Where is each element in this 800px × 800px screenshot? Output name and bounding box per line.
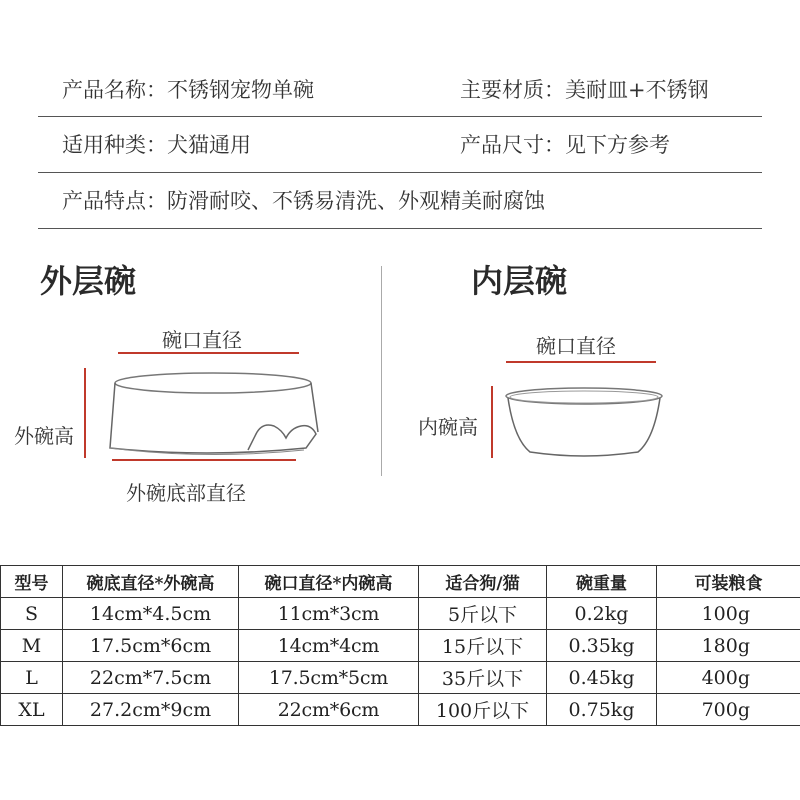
cell-pet-weight: 35斤以下: [419, 662, 547, 694]
cell-capacity: 180g: [657, 630, 800, 662]
inner-bowl-title: 内层碗: [471, 262, 568, 300]
cell-mouth-inner: 17.5cm*5cm: [239, 662, 419, 694]
inner-mouth-line: [506, 361, 656, 363]
header-base-outer: 碗底直径*外碗高: [63, 566, 239, 598]
cell-capacity: 400g: [657, 662, 800, 694]
outer-mouth-line: [118, 352, 299, 354]
cell-base-outer: 14cm*4.5cm: [63, 598, 239, 630]
cell-pet-weight: 5斤以下: [419, 598, 547, 630]
diagram-divider: [381, 266, 382, 476]
inner-height-label: 内碗高: [418, 415, 478, 439]
cell-bowl-weight: 0.35kg: [547, 630, 657, 662]
outer-base-diameter-label: 外碗底部直径: [126, 481, 246, 505]
cell-base-outer: 22cm*7.5cm: [63, 662, 239, 694]
cell-bowl-weight: 0.45kg: [547, 662, 657, 694]
cell-pet-weight: 15斤以下: [419, 630, 547, 662]
divider-rule: [38, 116, 762, 117]
spec-row-1: [62, 75, 760, 105]
cell-bowl-weight: 0.2kg: [547, 598, 657, 630]
outer-mouth-diameter-label: 碗口直径: [162, 328, 242, 352]
product-type: 适用种类：犬猫通用: [62, 133, 251, 157]
product-features: 产品特点：防滑耐咬、不锈易清洗、外观精美耐腐蚀: [62, 189, 545, 213]
inner-height-line: [491, 386, 493, 458]
product-name: 产品名称：不锈钢宠物单碗: [62, 78, 314, 102]
divider-rule: [38, 172, 762, 173]
header-bowl-weight: 碗重量: [547, 566, 657, 598]
spec-row-3: [62, 186, 760, 216]
header-capacity: 可装粮食: [657, 566, 800, 598]
spec-row-2: [62, 130, 760, 160]
cell-base-outer: 27.2cm*9cm: [63, 694, 239, 726]
cell-base-outer: 17.5cm*6cm: [63, 630, 239, 662]
inner-bowl-illustration: [500, 384, 670, 464]
cell-model: S: [1, 598, 63, 630]
header-model: 型号: [1, 566, 63, 598]
outer-base-line: [112, 459, 296, 461]
cell-mouth-inner: 22cm*6cm: [239, 694, 419, 726]
outer-bowl-illustration: [96, 366, 336, 466]
cell-pet-weight: 100斤以下: [419, 694, 547, 726]
product-material: 主要材质：美耐皿+不锈钢: [460, 78, 709, 102]
inner-mouth-diameter-label: 碗口直径: [536, 334, 616, 358]
cell-model: M: [1, 630, 63, 662]
product-size: 产品尺寸：见下方参考: [460, 133, 670, 157]
cell-model: XL: [1, 694, 63, 726]
cell-capacity: 700g: [657, 694, 800, 726]
cell-capacity: 100g: [657, 598, 800, 630]
table-row: [1, 598, 800, 630]
cell-bowl-weight: 0.75kg: [547, 694, 657, 726]
outer-height-line: [84, 368, 86, 458]
table-row: [1, 662, 800, 694]
table-row: [1, 630, 800, 662]
cell-mouth-inner: 14cm*4cm: [239, 630, 419, 662]
size-table: [0, 565, 800, 726]
outer-bowl-title: 外层碗: [40, 262, 137, 300]
divider-rule: [38, 228, 762, 229]
table-header-row: [1, 566, 800, 598]
cell-mouth-inner: 11cm*3cm: [239, 598, 419, 630]
cell-model: L: [1, 662, 63, 694]
outer-height-label: 外碗高: [14, 424, 74, 448]
header-mouth-inner: 碗口直径*内碗高: [239, 566, 419, 598]
header-pet-weight: 适合狗/猫: [419, 566, 547, 598]
table-row: [1, 694, 800, 726]
